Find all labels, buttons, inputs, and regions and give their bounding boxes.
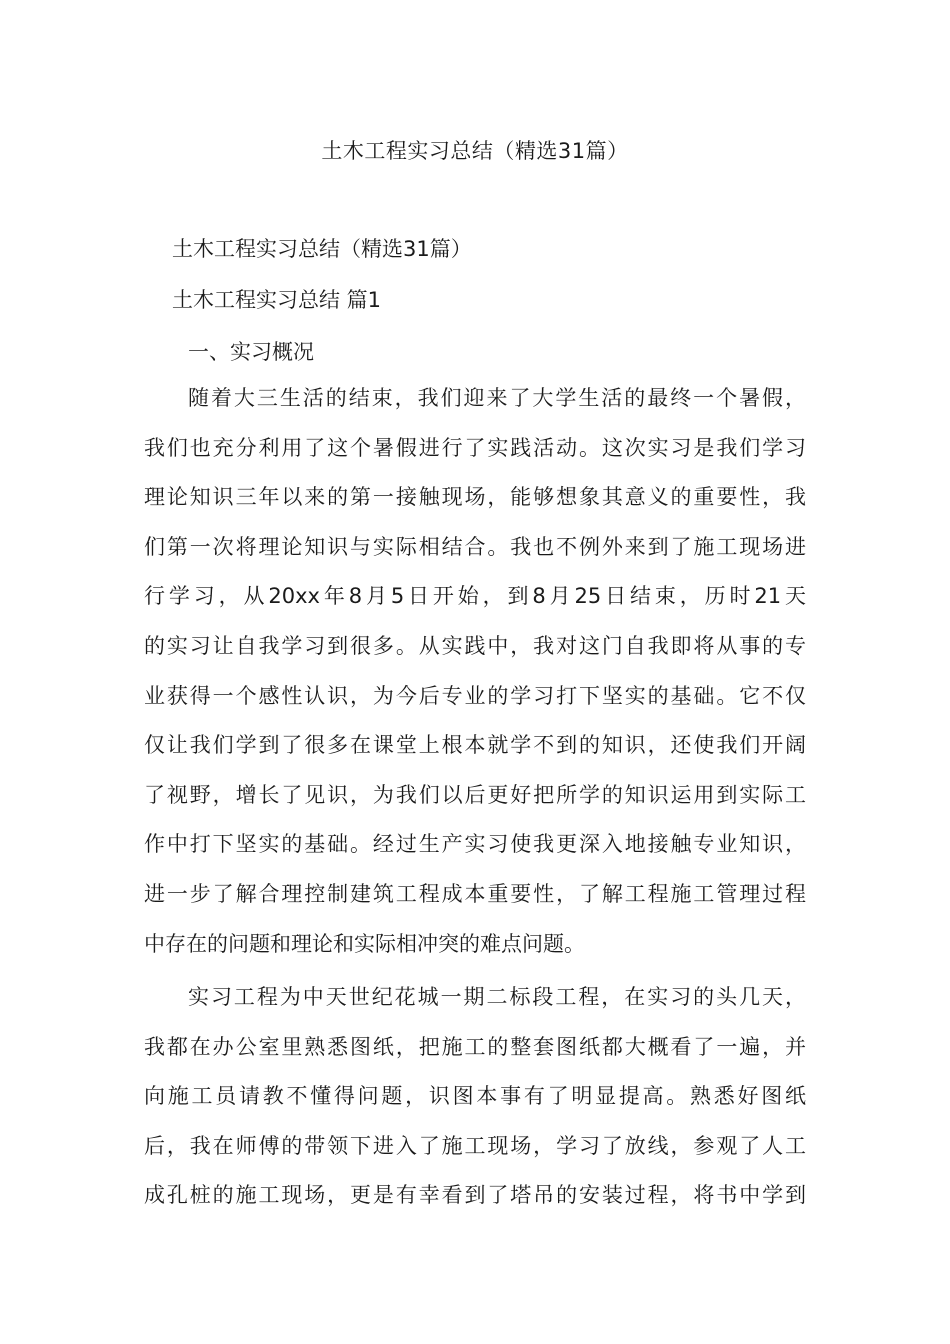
paragraph-line: 理论知识三年以来的第一接触现场，能够想象其意义的重要性，我 <box>144 485 806 510</box>
section-heading: 一、实习概况 <box>188 340 314 364</box>
paragraph-2 <box>144 973 806 1221</box>
heading-repeat: 土木工程实习总结（精选31篇） <box>172 237 472 261</box>
paragraph-line: 实习工程为中天世纪花城一期二标段工程，在实习的头几天， <box>188 985 806 1009</box>
paragraph-line: 的实习让自我学习到很多。从实践中，我对这门自我即将从事的专 <box>144 633 806 658</box>
paragraph-line: 我都在办公室里熟悉图纸，把施工的整套图纸都大概看了一遍，并 <box>144 1034 806 1059</box>
paragraph-line: 作中打下坚实的基础。经过生产实习使我更深入地接触专业知识， <box>144 832 806 857</box>
paragraph-line: 中存在的问题和理论和实际相冲突的难点问题。 <box>144 931 585 956</box>
paragraph-line: 行学习，从20xx年8月5日开始，到8月25日结束，历时21天 <box>144 584 806 609</box>
paragraph-line: 我们也充分利用了这个暑假进行了实践活动。这次实习是我们学习 <box>144 435 806 460</box>
paragraph-line: 成孔桩的施工现场，更是有幸看到了塔吊的安装过程，将书中学到 <box>144 1183 806 1208</box>
paragraph-line: 后，我在师傅的带领下进入了施工现场，学习了放线，参观了人工 <box>144 1133 806 1158</box>
paragraph-1 <box>144 374 806 969</box>
paragraph-line: 业获得一个感性认识，为今后专业的学习打下坚实的基础。它不仅 <box>144 683 806 708</box>
paragraph-line: 了视野，增长了见识，为我们以后更好把所学的知识运用到实际工 <box>144 782 806 807</box>
document-title: 土木工程实习总结（精选31篇） <box>321 139 629 163</box>
paragraph-line: 们第一次将理论知识与实际相结合。我也不例外来到了施工现场进 <box>144 534 806 559</box>
paragraph-line: 向施工员请教不懂得问题，识图本事有了明显提高。熟悉好图纸 <box>144 1084 806 1109</box>
paragraph-line: 随着大三生活的结束，我们迎来了大学生活的最终一个暑假， <box>188 386 806 410</box>
paragraph-line: 仅让我们学到了很多在课堂上根本就学不到的知识，还使我们开阔 <box>144 733 806 758</box>
chapter-heading: 土木工程实习总结 篇1 <box>172 288 382 312</box>
paragraph-line: 进一步了解合理控制建筑工程成本重要性，了解工程施工管理过程 <box>144 881 806 906</box>
